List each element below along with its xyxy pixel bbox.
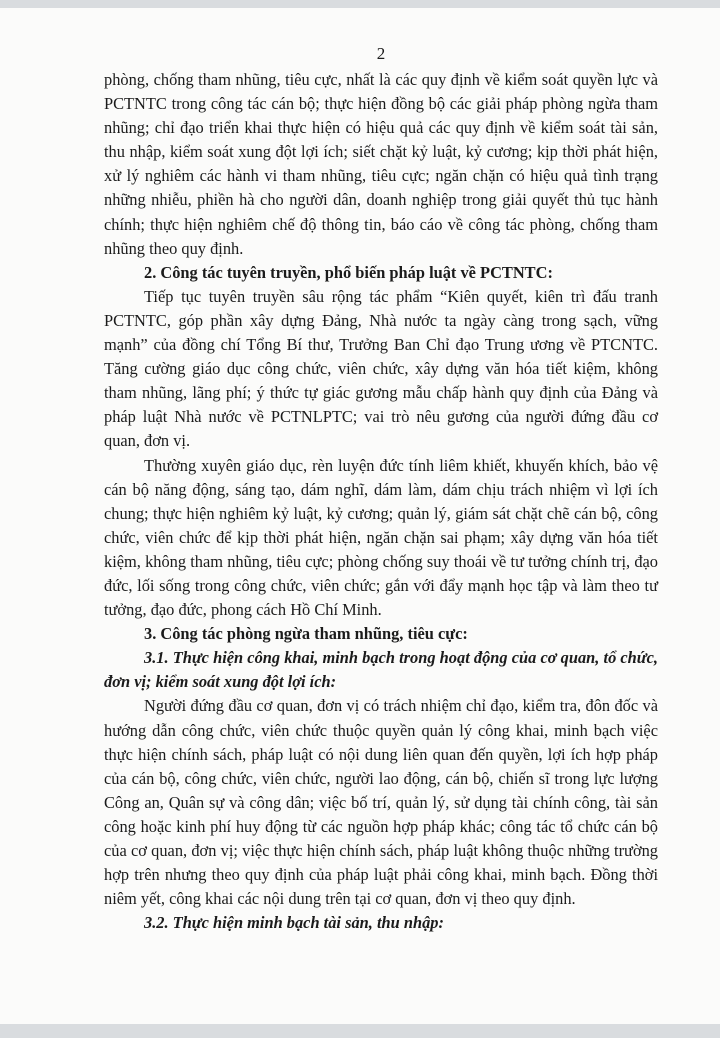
paragraph-propaganda: Tiếp tục tuyên truyền sâu rộng tác phẩm “Kiên quyết, kiên trì đấu tranh PCTNTC, góp phần xây dựng Đảng, Nhà nước ta ngày càng trong sạch, vững mạnh” của đồng chí Tổng Bí thư, Trưởng Ban Chỉ đạo Trung ương về PTCNTC. Tăng cường giáo dục công chức, viên chức, xây dựng văn hóa tiết kiệm, không tham nhũng, lãng phí; ý thức tự giác gương mẫu chấp hành quy định của Đảng và pháp luật Nhà nước về PCTNLPTC; vai trò nêu gương của người đứng đầu cơ quan, đơn vị. <box>104 286 658 451</box>
paragraph-continuation: phòng, chống tham nhũng, tiêu cực, nhất là các quy định về kiểm soát quyền lực và PCTNTC trong công tác cán bộ; thực hiện đồng bộ các giải pháp phòng ngừa tham nhũng; chỉ đạo triển khai thực hiện có hiệu quả các quy định về kiểm soát tài sản, thu nhập, kiểm soát xung đột lợi ích; siết chặt kỷ luật, kỷ cương; kịp thời phát hiện, xử lý nghiêm các hành vi tham nhũng, tiêu cực; ngăn chặn có hiệu quả tình trạng những nhiễu, phiền hà cho người dân, doanh nghiệp trong giải quyết thủ tục hành chính; thực hiện nghiêm chế độ thông tin, báo cáo về công tác phòng, chống tham nhũng theo quy định. <box>104 70 658 258</box>
section-heading-2: 2. Công tác tuyên truyền, phổ biến pháp luật về PCTNTC: <box>144 262 553 282</box>
subsection-heading-3-1: 3.1. Thực hiện công khai, minh bạch trong hoạt động của cơ quan, tổ chức, đơn vị; kiểm soát xung đột lợi ích: <box>104 648 658 692</box>
paragraph-education: Thường xuyên giáo dục, rèn luyện đức tính liêm khiết, khuyến khích, bảo vệ cán bộ năng động, sáng tạo, dám nghĩ, dám làm, dám chịu trách nhiệm vì lợi ích chung; thực hiện nghiêm kỷ luật, kỷ cương; quản lý, giám sát chặt chẽ cán bộ, công chức, viên chức để kịp thời phát hiện, ngăn chặn sai phạm; xây dựng văn hóa tiết kiệm, không tham nhũng, tiêu cực; phòng chống suy thoái về tư tưởng chính trị, đạo đức, lối sống trong công chức, viên chức; gắn với đẩy mạnh học tập và làm theo tư tưởng, đạo đức, phong cách Hồ Chí Minh. <box>104 455 658 620</box>
document-page <box>0 8 720 1024</box>
page-number: 2 <box>376 44 386 63</box>
section-heading-3: 3. Công tác phòng ngừa tham nhũng, tiêu cực: <box>144 624 468 644</box>
subsection-heading-3-2: 3.2. Thực hiện minh bạch tài sản, thu nhập: <box>144 913 444 933</box>
paragraph-transparency: Người đứng đầu cơ quan, đơn vị có trách nhiệm chỉ đạo, kiểm tra, đôn đốc và hướng dẫn công chức, viên chức thuộc quyền quản lý công khai, minh bạch việc thực hiện chính sách, pháp luật có nội dung liên quan đến quyền, lợi ích hợp pháp của cán bộ, công chức, viên chức, người lao động, cán bộ, chiến sĩ trong lực lượng Công an, Quân sự và công dân; việc bố trí, quản lý, sử dụng tài chính công, tài sản công hoặc kinh phí huy động từ các nguồn hợp pháp khác; công tác tổ chức cán bộ của cơ quan, đơn vị; việc thực hiện chính sách, pháp luật không thuộc những trường hợp trên nhưng theo quy định của pháp luật phải công khai, minh bạch. Đồng thời niêm yết, công khai các nội dung trên tại cơ quan, đơn vị theo quy định. <box>104 696 658 909</box>
